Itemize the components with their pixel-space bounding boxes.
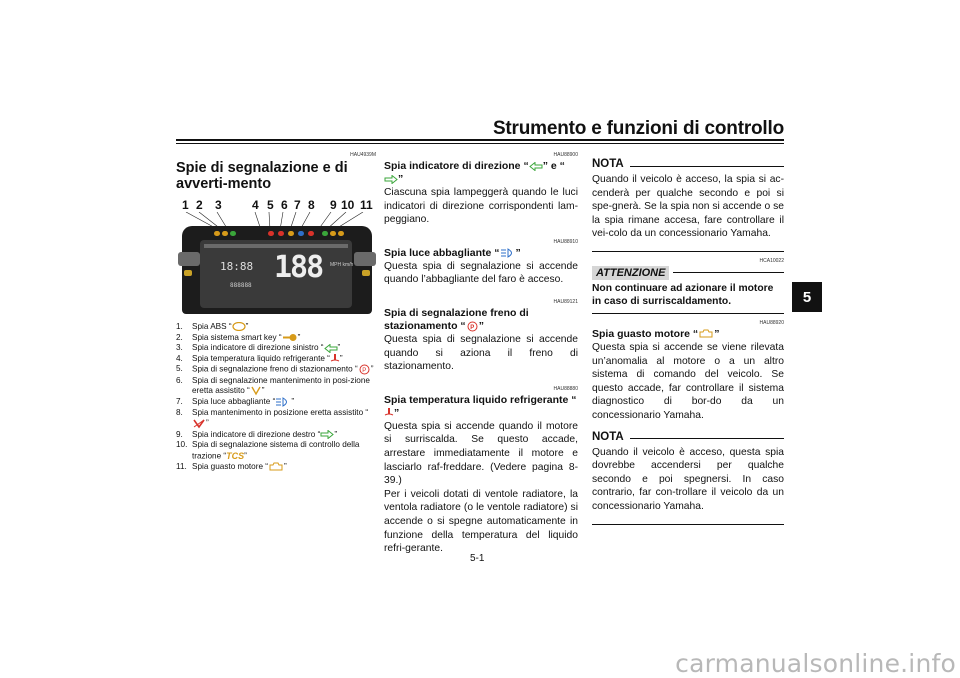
high-beam-lamp-icon [298, 231, 304, 236]
instrument-panel-figure [176, 198, 376, 316]
engine-lamp-icon [338, 231, 344, 236]
clock-display: 18:88 [220, 260, 254, 273]
stand-hold-lamp-icon [308, 231, 314, 236]
speed-unit: MPH km/h [330, 262, 354, 268]
callout-numbers [180, 198, 376, 212]
section-code: HAU88900 [553, 152, 578, 158]
smart-key-icon [282, 333, 298, 342]
parking-lamp-icon [278, 231, 284, 236]
legend-item: 2. Spia sistema smart key “ ” [176, 332, 301, 342]
section-code: HCA10022 [759, 257, 784, 264]
turn-signal-body: Ciascuna spia lampeggerà quando le luci indicatori di direzione corrispondenti lam-peggiano. [384, 187, 578, 226]
left-turn-lamp-icon [230, 231, 236, 236]
parking-brake-body: Questa spia di segnalazione si accende quando si aziona il freno di stazionamento. [384, 333, 578, 373]
odometer-display: 888888 [230, 282, 252, 289]
tcs-icon: TCS [226, 450, 245, 461]
parking-brake-icon [466, 321, 479, 332]
right-turn-lamp-icon [322, 231, 328, 236]
nota-body: Quando il veicolo è acceso, questa spia dovrebbe accendersi per qualche secondo e poi spegnersi. In caso contrario, far con-trollare il veicolo da un concessionario Yamaha. [592, 446, 784, 512]
tcs-lamp-icon [330, 231, 336, 236]
right-mount [354, 252, 376, 266]
legend-item: 10. Spia di segnalazione sistema di controllo della trazione “TCS” [176, 440, 360, 461]
high-beam-body: Questa spia di segnalazione si accende quando l’abbagliante del faro è acceso. [384, 260, 578, 286]
speed-display: 188 [274, 250, 323, 285]
left-fuel-icon [184, 270, 192, 276]
smart-key-lamp-icon [222, 231, 228, 236]
title-rule-thin [176, 143, 784, 144]
page-title: Strumento e funzioni di controllo [492, 118, 784, 139]
coolant-icon [330, 354, 340, 363]
right-fuel-icon [362, 270, 370, 276]
callout-8: 8 [308, 198, 315, 212]
high-beam-icon [500, 248, 516, 258]
left-arrow-icon [324, 344, 338, 353]
divider [592, 524, 784, 525]
coolant-body: Questa spia si accende quando il motore si surriscalda. Se questo accade, arrestare immediatamente il motore e lasciarlo raf-freddare. (Vedere pagina 8-39.) [384, 420, 578, 487]
column-left [176, 152, 376, 473]
divider [592, 251, 784, 252]
coolant-icon [384, 408, 394, 417]
engine-fault-heading: Spia guasto motore “ ” [592, 327, 720, 340]
title-rule [176, 139, 784, 141]
engine-icon [268, 462, 284, 472]
watermark: carmanualsonline.info [675, 649, 956, 678]
parking-brake-heading: Spia di segnalazione freno di stazionamento “ P ” [384, 306, 529, 332]
coolant-lamp-icon [268, 231, 274, 236]
attention-heading: ATTENZIONE [592, 266, 784, 280]
attention-body: Non continuare ad azionare il motore in caso di surriscaldamento. [592, 282, 774, 308]
legend-item: 8. Spia mantenimento in posizione eretta assistito “” [176, 407, 369, 429]
right-arrow-icon [384, 175, 398, 184]
abs-lamp-icon [214, 231, 220, 236]
left-mount [178, 252, 200, 266]
nota-body: Quando il veicolo è acceso, la spia si ac-cenderà per qualche secondo e poi si spe-gnerà. Se la spia non si accende o se la spia rimane accesa, fare controllare il vei-colo da un concessionario Yamaha. [592, 174, 784, 240]
legend-item: 7. Spia luce abbagliante “ ” [176, 397, 295, 407]
legend-item: 5. Spia di segnalazione freno di stazionamento “ P ” [176, 364, 374, 375]
legend-list [176, 322, 376, 473]
column-middle [384, 152, 578, 556]
section-heading: Spie di segnalazione e di avverti-mento [176, 160, 348, 192]
abs-icon [232, 322, 246, 331]
section-code: HAU88920 [759, 319, 784, 326]
page-number: 5-1 [470, 553, 485, 564]
stand-hold-icon [192, 418, 206, 429]
engine-icon [698, 329, 714, 339]
legend-item: 11. Spia guasto motore “ ” [176, 461, 287, 472]
section-code: HAU88880 [553, 385, 578, 392]
callout-2: 2 [196, 198, 203, 212]
callout-9: 9 [330, 198, 337, 212]
callout-3: 3 [215, 198, 222, 212]
legend-item: 3. Spia indicatore di direzione sinistro “ ” [176, 343, 341, 353]
high-beam-heading: Spia luce abbagliante “ ” [384, 246, 521, 259]
legend-item: 9. Spia indicatore di direzione destro “ ” [176, 429, 338, 439]
right-arrow-icon [320, 430, 334, 439]
callout-7: 7 [294, 198, 301, 212]
left-arrow-icon [529, 162, 543, 171]
callout-1: 1 [182, 198, 189, 212]
callout-6: 6 [281, 198, 288, 212]
svg-text:P: P [469, 324, 474, 331]
coolant-body-2: Per i veicoli dotati di ventole radiatore, la ventola radiatore (o le ventole radiatore) si accende o si spegne automaticamente in funzione della temperatura del liquido refri-gerante. [384, 488, 578, 555]
section-code: HAU88910 [553, 238, 578, 245]
nota-heading: NOTA [592, 431, 784, 443]
stand-assist-lamp-icon [288, 231, 294, 236]
column-right [592, 158, 784, 531]
stand-assist-icon [250, 386, 262, 396]
divider [592, 313, 784, 314]
section-code: HAU4939M [350, 152, 376, 158]
section-code: HAU89121 [553, 298, 578, 305]
legend-item: 1. Spia ABS “ ” [176, 322, 249, 331]
tachometer-bar [204, 244, 348, 248]
engine-fault-body: Questa spia si accende se viene rilevata un’anomalia al motore o a un altro sistema di comando del veicolo. Se questo accade, far controllare il sistema diagnostico di bor-do da un concessionario Yamaha. [592, 341, 784, 421]
coolant-heading: Spia temperatura liquido refrigerante “” [384, 393, 577, 419]
high-beam-icon [275, 397, 291, 407]
callout-5: 5 [267, 198, 274, 212]
turn-signal-heading: Spia indicatore di direzione “ ” e “” [384, 160, 565, 185]
callout-4: 4 [252, 198, 259, 212]
legend-item: 6. Spia di segnalazione mantenimento in posi-zione eretta assistito “ ” [176, 375, 370, 396]
chapter-tab[interactable]: 5 [792, 282, 822, 312]
callout-11: 11 [360, 198, 373, 212]
legend-item: 4. Spia temperatura liquido refrigerante “ ” [176, 353, 343, 363]
dashboard-panel [182, 226, 372, 314]
svg-text:P: P [361, 368, 366, 375]
parking-brake-icon [358, 364, 371, 375]
warning-lamp-row [200, 229, 352, 238]
callout-10: 10 [341, 198, 355, 212]
nota-heading: NOTA [592, 158, 784, 170]
